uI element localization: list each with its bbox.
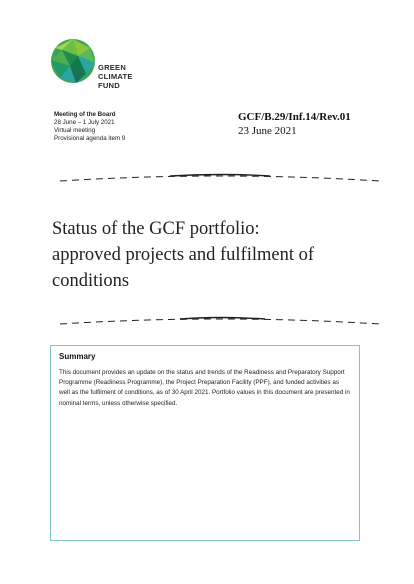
logo-line-fund: FUND	[98, 81, 120, 90]
document-reference	[238, 110, 351, 138]
meeting-format: Virtual meeting	[54, 127, 96, 134]
logo-wordmark	[98, 63, 133, 90]
meeting-info	[54, 111, 125, 143]
document-date: 23 June 2021	[238, 125, 297, 137]
meeting-title: Meeting of the Board	[54, 111, 116, 118]
title-line-2: approved projects and fulfilment of	[52, 245, 314, 265]
title-line-1: Status of the GCF portfolio:	[52, 219, 260, 239]
summary-body: This document provides an update on the status and trends of the Readiness and Preparatory Support Programme (Readiness Programme), the Project Preparation Facility (PPF), and funded activities as well as the fulfilment of conditions, as of 30 April 2021. Portfolio values in this document are presented in nominal terms, unless otherwise specified.	[59, 369, 350, 407]
bottom-divider	[60, 316, 380, 326]
gcf-logo	[50, 38, 150, 98]
top-divider	[60, 173, 380, 183]
meeting-agenda: Provisional agenda item 9	[54, 135, 126, 142]
summary-heading: Summary	[59, 352, 96, 361]
document-title	[52, 216, 382, 294]
logo-line-green: GREEN	[98, 63, 127, 72]
meeting-dates: 28 June – 1 July 2021	[54, 119, 115, 126]
summary-box	[50, 345, 360, 541]
green-climate-fund-globe-icon	[50, 38, 96, 84]
document-code: GCF/B.29/Inf.14/Rev.01	[238, 111, 351, 123]
title-line-3: conditions	[52, 271, 130, 291]
logo-line-climate: CLIMATE	[98, 72, 133, 81]
